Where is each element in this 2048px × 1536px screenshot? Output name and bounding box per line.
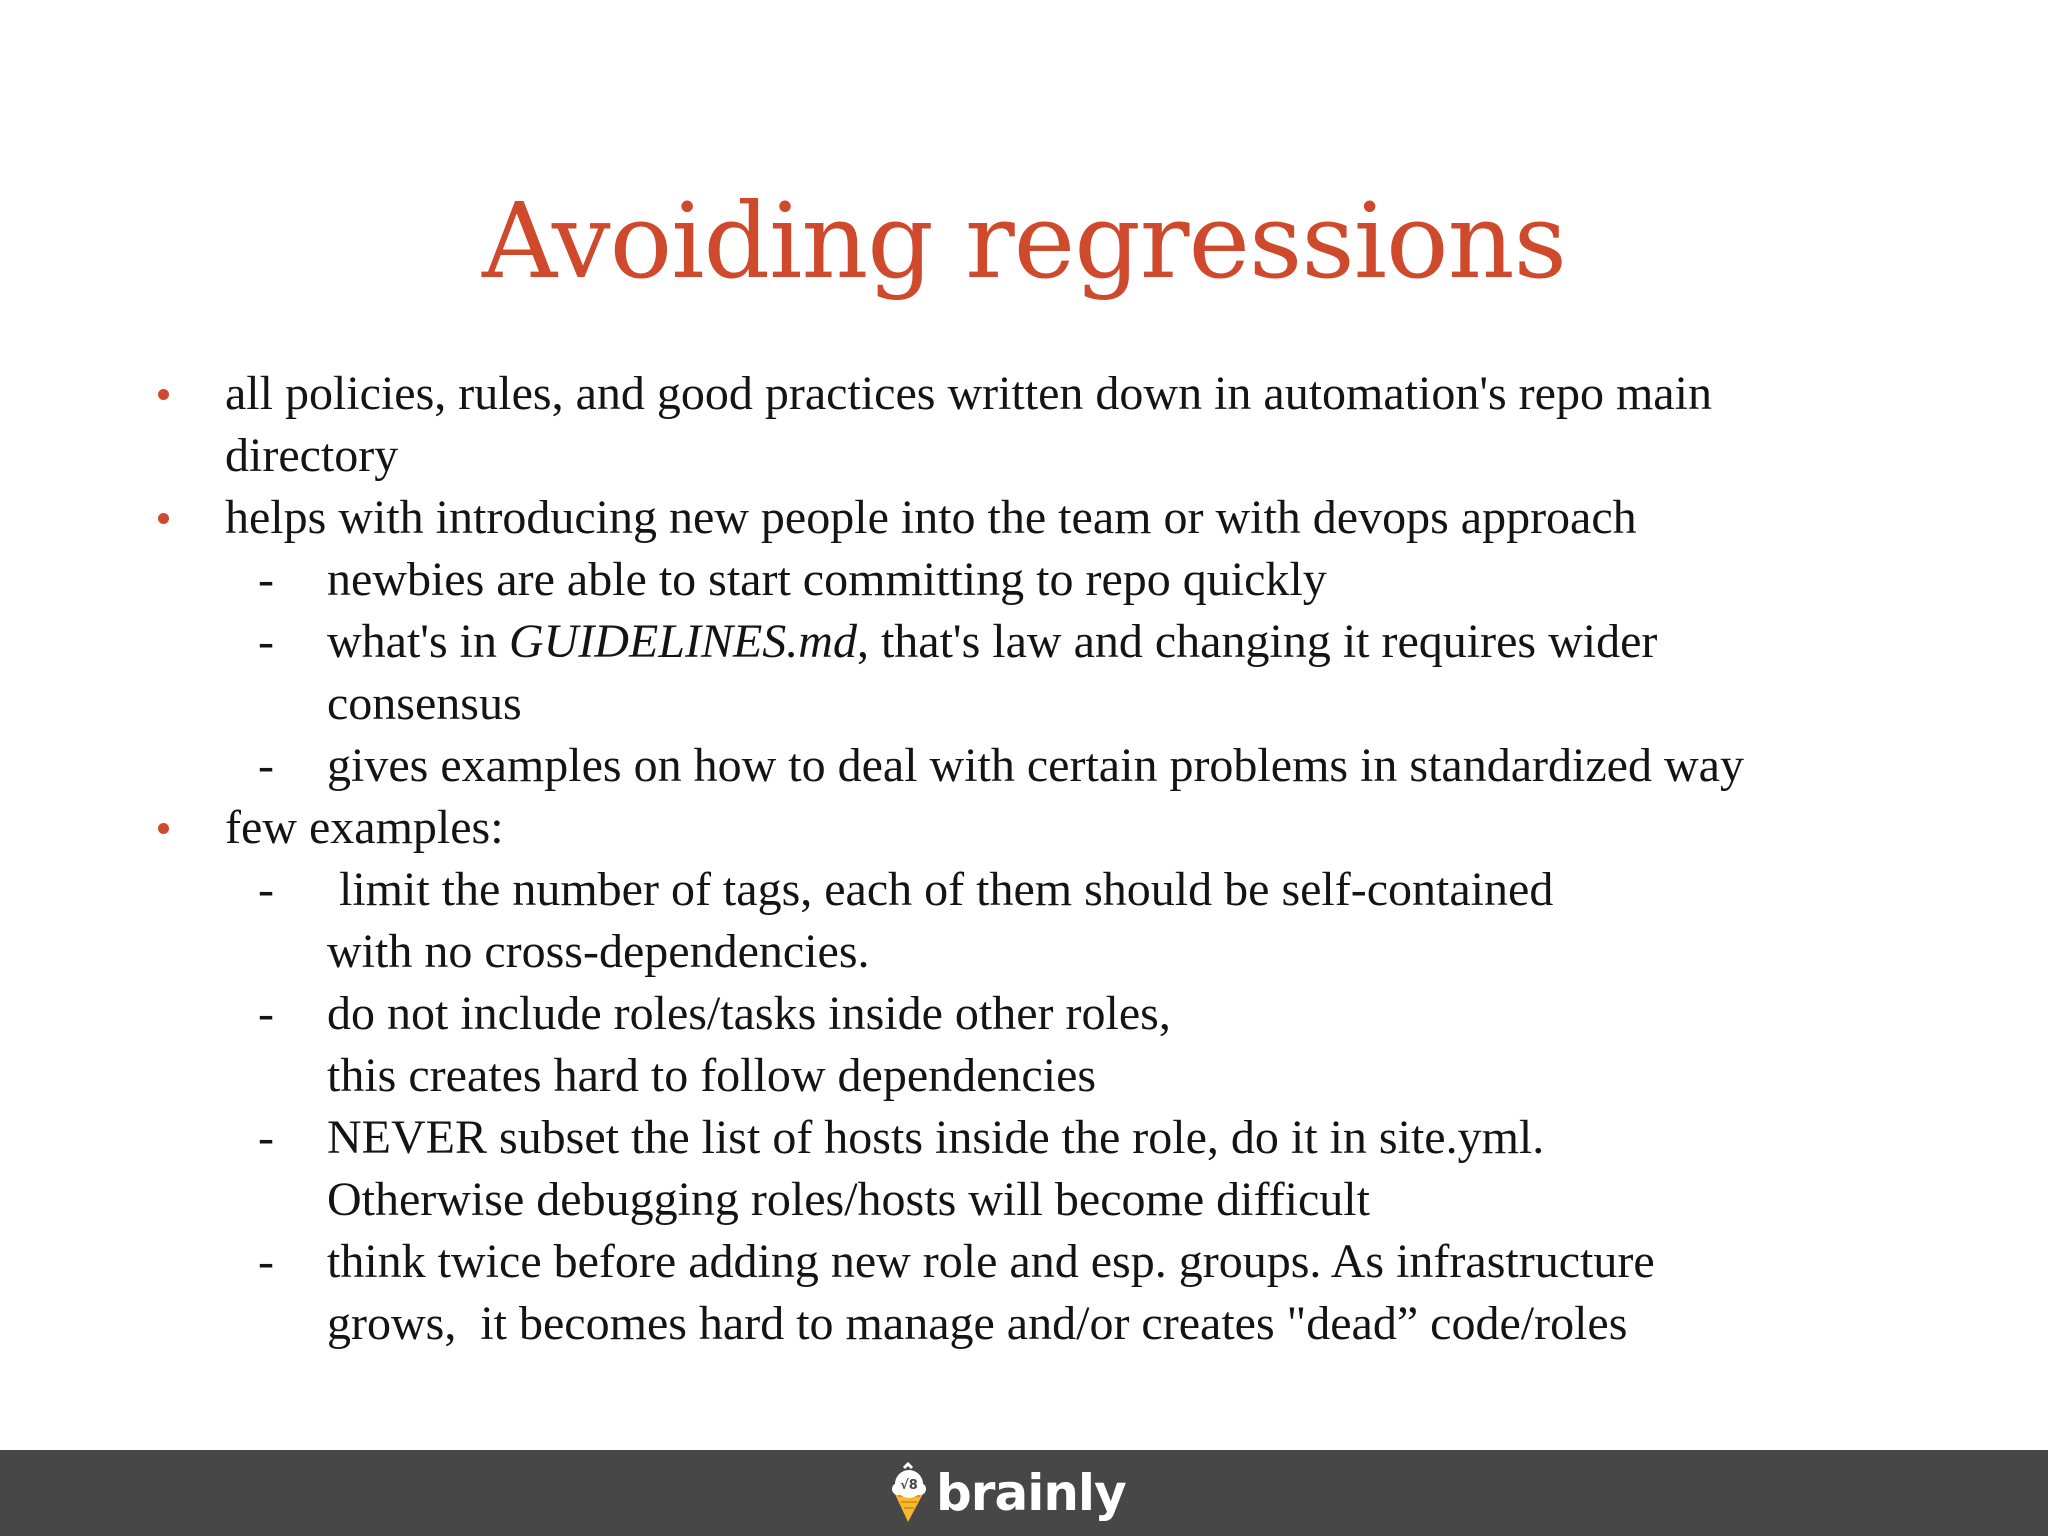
sub-bullet-line: newbies are able to start committing to repo quickly [327,553,1327,606]
dash-marker: - [258,863,274,916]
slide-content [0,363,2048,1355]
brainly-logo-icon [884,1462,934,1524]
sub-bullet-line: think twice before adding new role and esp. groups. As infrastructure [327,1235,1655,1288]
bullet-item [0,487,2048,549]
sub-bullet-line: consensus [327,677,522,730]
bullet-line: all policies, rules, and good practices written down in automation's repo main [225,367,1712,420]
dash-marker: - [258,615,274,668]
brainly-logo [884,1460,1126,1526]
sub-bullet-line [327,611,2008,673]
dash-marker: - [258,553,274,606]
guidelines-filename: GUIDELINES.md [508,615,857,668]
sub-bullet-line: limit the number of tags, each of them should be self-contained [327,863,1554,916]
bullet-dot-icon [158,389,169,400]
sub-bullet-item [0,611,2048,735]
svg-text:√8: √8 [900,1478,918,1493]
bullet-item [0,797,2048,859]
sub-bullet-line: gives examples on how to deal with certain problems in standardized way [327,739,1744,792]
dash-marker: - [258,1111,274,1164]
sub-bullet-line: with no cross-dependencies. [327,925,870,978]
dash-marker: - [258,987,274,1040]
dash-marker: - [258,1235,274,1288]
slide-title: Avoiding regressions [481,180,1567,302]
sub-bullet-line: Otherwise debugging roles/hosts will become difficult [327,1173,1370,1226]
sub-bullet-item [0,735,2048,797]
sub-bullet-line: NEVER subset the list of hosts inside the role, do it in site.yml. [327,1111,1545,1164]
sub-bullet-item [0,983,2048,1107]
brainly-logo-text: brainly [936,1464,1126,1522]
footer-bar [0,1450,2048,1536]
bullet-item [0,363,2048,487]
sub-bullet-item [0,859,2048,983]
dash-marker: - [258,739,274,792]
text-prefix: what's in [327,615,509,668]
sub-bullet-item [0,1231,2048,1355]
sub-bullet-item [0,1107,2048,1231]
bullet-dot-icon [158,513,169,524]
sub-bullet-line: do not include roles/tasks inside other roles, [327,987,1171,1040]
text-suffix: , that's law and changing it requires wider [856,615,1658,668]
sub-bullet-line: this creates hard to follow dependencies [327,1049,1097,1102]
bullet-line: directory [225,429,399,482]
sub-bullet-item [0,549,2048,611]
bullet-dot-icon [158,823,169,834]
bullet-line: helps with introducing new people into the team or with devops approach [225,491,1637,544]
bullet-line: few examples: [225,801,504,854]
sub-bullet-line: grows, it becomes hard to manage and/or creates "dead” code/roles [327,1297,1628,1350]
